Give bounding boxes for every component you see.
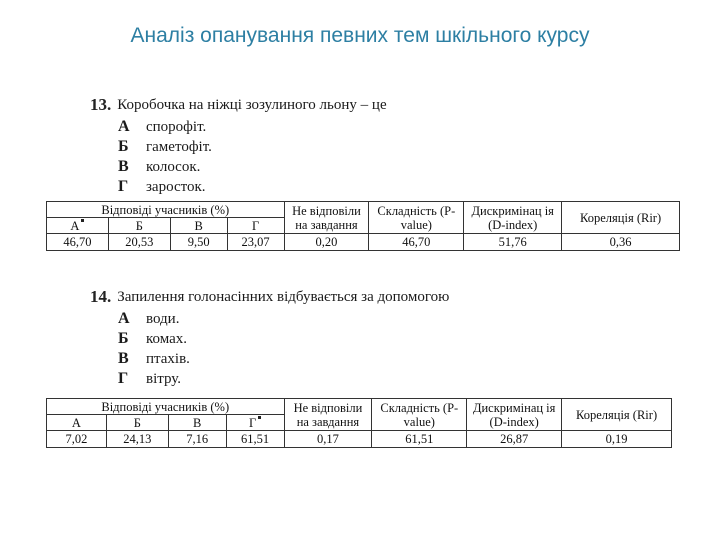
header-no-answer: Не відповіли на завдання	[284, 399, 372, 431]
option-text: колосок.	[146, 159, 201, 175]
letter-cell-a: А	[47, 415, 107, 431]
option-a	[118, 309, 449, 329]
letter-cell-c: В	[168, 415, 226, 431]
header-correlation: Кореляція (Rir)	[562, 399, 672, 431]
option-d	[118, 369, 449, 389]
stats-table-13	[46, 201, 680, 251]
value-b: 24,13	[106, 431, 168, 448]
option-text: спорофіт.	[146, 119, 207, 135]
question-13	[90, 95, 387, 197]
option-letter: В	[118, 350, 129, 367]
value-no-answer: 0,20	[284, 234, 369, 251]
option-c	[118, 349, 449, 369]
header-correlation: Кореляція (Rir)	[562, 202, 680, 234]
option-b	[118, 137, 387, 157]
value-difficulty: 46,70	[369, 234, 464, 251]
option-text: гаметофіт.	[146, 139, 212, 155]
value-difficulty: 61,51	[372, 431, 467, 448]
correct-answer-marker	[258, 416, 261, 419]
letter-cell-a	[47, 218, 109, 234]
header-difficulty: Складність (P-value)	[369, 202, 464, 234]
correct-answer-marker	[81, 219, 84, 222]
letter-cell-b: Б	[106, 415, 168, 431]
letter-cell-b: Б	[108, 218, 170, 234]
header-discrimination: Дискримінац ія (D-index)	[467, 399, 562, 431]
letter-cell-c: В	[170, 218, 227, 234]
option-letter: Б	[118, 138, 129, 155]
option-letter: А	[118, 310, 130, 327]
option-text: заросток.	[146, 179, 206, 195]
option-text: води.	[146, 311, 180, 327]
option-letter: А	[118, 118, 130, 135]
letter-cell-d: Г	[227, 218, 284, 234]
header-difficulty: Складність (P-value)	[372, 399, 467, 431]
value-c: 9,50	[170, 234, 227, 251]
option-c	[118, 157, 387, 177]
header-answers: Відповіді учасників (%)	[47, 399, 285, 415]
header-answers: Відповіді учасників (%)	[47, 202, 285, 218]
question-text: Запилення голонасінних відбувається за допомогою	[117, 289, 450, 305]
option-letter: Б	[118, 330, 129, 347]
option-text: птахів.	[146, 351, 190, 367]
letter-a: А	[70, 218, 80, 233]
value-no-answer: 0,17	[284, 431, 372, 448]
option-d	[118, 177, 387, 197]
header-no-answer: Не відповіли на завдання	[284, 202, 369, 234]
value-b: 20,53	[108, 234, 170, 251]
page-title: Аналіз опанування певних тем шкільного курсу	[130, 24, 590, 47]
value-a: 7,02	[47, 431, 107, 448]
option-letter: В	[118, 158, 129, 175]
value-d: 23,07	[227, 234, 284, 251]
value-d: 61,51	[226, 431, 284, 448]
option-text: вітру.	[146, 371, 182, 387]
letter-d: Г	[248, 415, 257, 430]
letter-cell-d	[226, 415, 284, 431]
value-correlation: 0,19	[562, 431, 672, 448]
option-letter: Г	[118, 178, 129, 195]
value-c: 7,16	[168, 431, 226, 448]
value-discrimination: 26,87	[467, 431, 562, 448]
question-text: Коробочка на ніжці зозулиного льону – це	[117, 97, 387, 113]
option-text: комах.	[146, 331, 188, 347]
question-number: 14.	[90, 287, 112, 306]
option-b	[118, 329, 449, 349]
stats-table-14	[46, 398, 672, 448]
option-a	[118, 117, 387, 137]
value-correlation: 0,36	[562, 234, 680, 251]
value-discrimination: 51,76	[464, 234, 562, 251]
question-number: 13.	[90, 95, 112, 114]
header-discrimination: Дискримінац ія (D-index)	[464, 202, 562, 234]
option-letter: Г	[118, 370, 129, 387]
question-14	[90, 287, 449, 389]
value-a: 46,70	[47, 234, 109, 251]
